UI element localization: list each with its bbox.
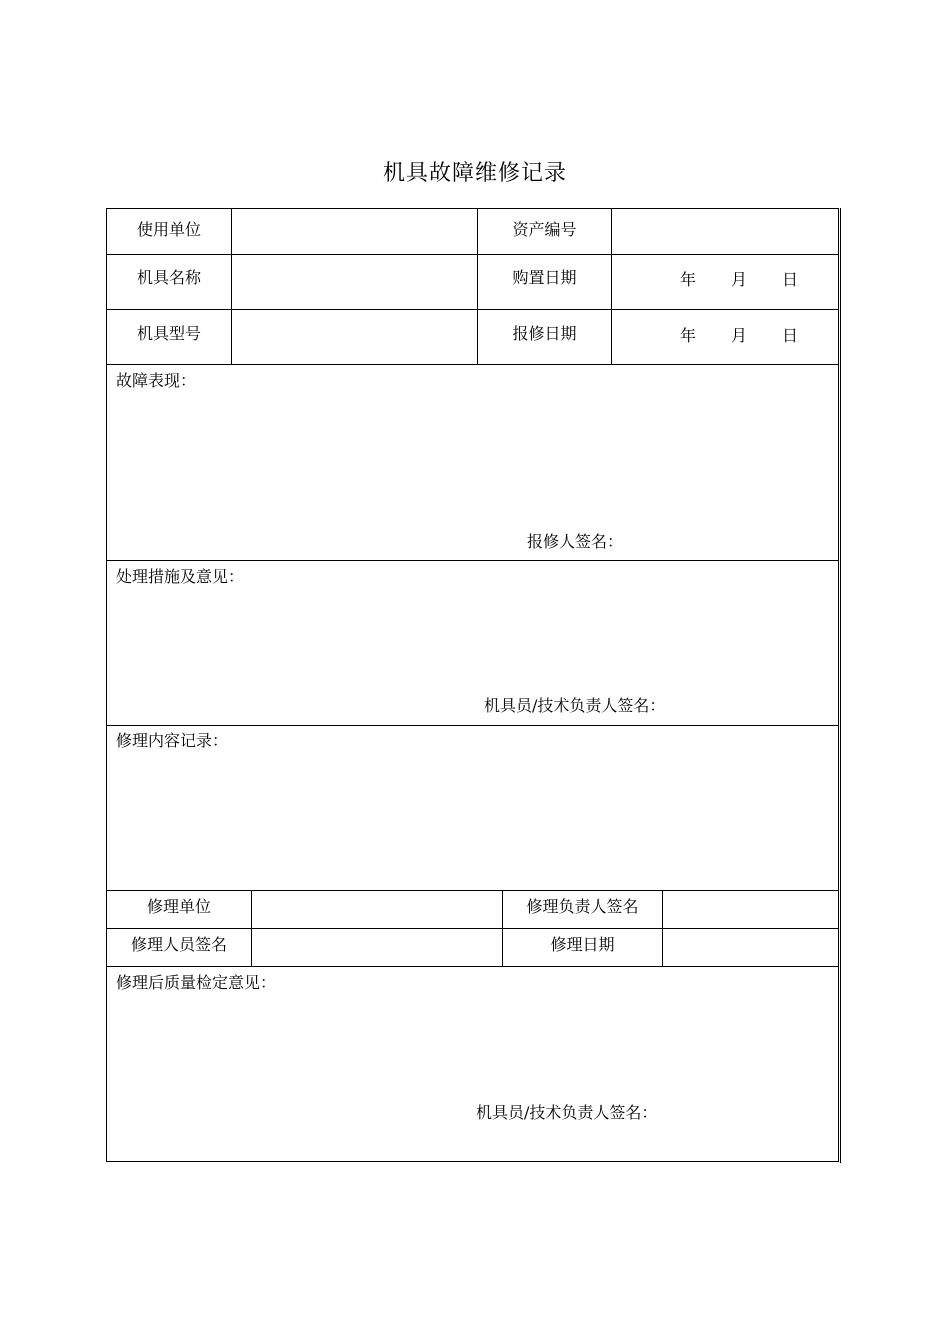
fault-description-label: 故障表现：: [116, 371, 197, 390]
equipment-model-field[interactable]: [232, 310, 477, 364]
year-label: 年: [680, 326, 697, 345]
label-user-unit: 使用单位: [136, 219, 201, 239]
equipment-name-field[interactable]: [232, 255, 477, 309]
label-purchase-date: 购置日期: [512, 267, 577, 287]
repair-content-field[interactable]: [107, 726, 838, 890]
handling-measures-field[interactable]: [107, 561, 838, 725]
label-equipment-name: 机具名称: [136, 267, 201, 287]
label-repair-date: 修理日期: [550, 934, 615, 954]
repair-staff-signature-field[interactable]: [252, 929, 502, 966]
label-repair-staff-signature: 修理人员签名: [130, 934, 227, 954]
repair-content-label: 修理内容记录：: [116, 731, 229, 750]
reporter-signature-label: 报修人签名：: [527, 532, 624, 551]
page-title: 机具故障维修记录: [382, 161, 567, 186]
handling-measures-label: 处理措施及意见：: [116, 567, 245, 586]
fault-description-field[interactable]: [107, 365, 838, 560]
repair-record-form: [106, 208, 839, 1162]
repair-date-field[interactable]: [663, 929, 838, 966]
report-date-field[interactable]: [612, 310, 838, 364]
day-label: 日: [782, 326, 799, 345]
user-unit-field[interactable]: [232, 209, 477, 254]
day-label: 日: [782, 270, 799, 289]
quality-inspection-label: 修理后质量检定意见：: [116, 973, 277, 992]
asset-number-field[interactable]: [612, 209, 838, 254]
quality-inspection-field[interactable]: [107, 967, 838, 1161]
label-equipment-model: 机具型号: [136, 323, 201, 343]
year-label: 年: [680, 270, 697, 289]
month-label: 月: [731, 326, 748, 345]
repair-supervisor-signature-field[interactable]: [663, 891, 838, 928]
repair-unit-field[interactable]: [252, 891, 502, 928]
outer-border-right: [840, 208, 841, 1163]
label-repair-supervisor-signature: 修理负责人签名: [526, 896, 639, 916]
month-label: 月: [731, 270, 748, 289]
label-asset-number: 资产编号: [512, 219, 577, 239]
technician-signature-label: 机具员/技术负责人签名：: [484, 696, 666, 715]
purchase-date-field[interactable]: [612, 255, 838, 309]
quality-signature-label: 机具员/技术负责人签名：: [476, 1103, 658, 1122]
label-repair-unit: 修理单位: [146, 896, 211, 916]
label-report-date: 报修日期: [512, 323, 577, 343]
